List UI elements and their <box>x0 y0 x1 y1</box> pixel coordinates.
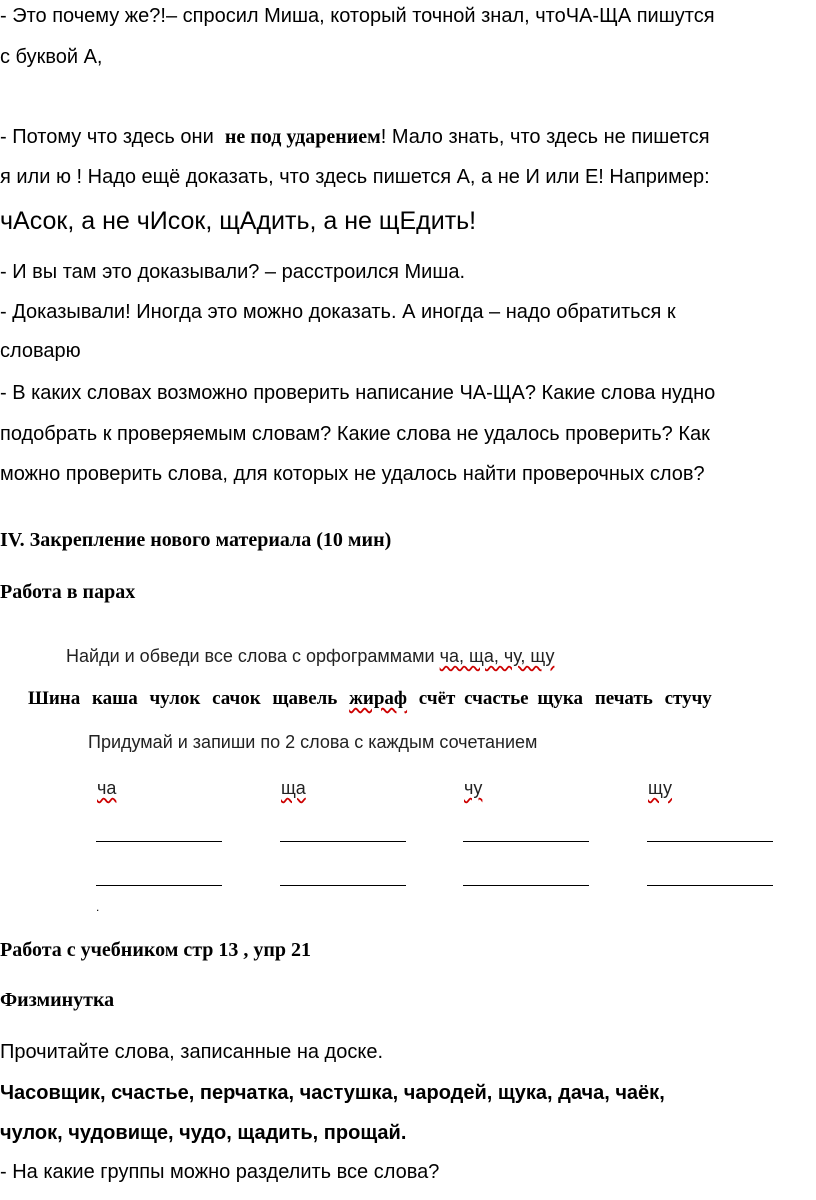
word-item: щавель <box>272 688 338 709</box>
column-cha: ча <box>97 778 117 798</box>
text-line-5: - И вы там это доказывали? – расстроился Миша. <box>0 261 466 283</box>
text-line-9: подобрать к проверяемым словам? Какие слова не удалось проверить? Как <box>0 423 710 445</box>
word-item: печать <box>594 688 653 709</box>
text-line-10: можно проверить слова, для которых не удалось найти проверочных слов? <box>0 463 705 485</box>
text-line-1: - Это почему же?!– спросил Миша, который точной знал, чтоЧА-ЩА пишутся <box>0 5 715 27</box>
answer-blank[interactable] <box>280 885 406 886</box>
text-line-2: с буквой А, <box>0 46 103 68</box>
answer-blank[interactable] <box>647 841 773 842</box>
read-words-instruction: Прочитайте слова, записанные на доске. <box>0 1041 384 1063</box>
word-item: сачок <box>212 688 261 709</box>
word-item: Шина <box>28 688 81 709</box>
word-item: каша <box>92 688 138 709</box>
question-line: - На какие группы можно разделить все слова? <box>0 1161 440 1183</box>
word-item: стучу <box>664 688 712 709</box>
emphasis-unstressed: не под ударением <box>224 126 381 148</box>
answer-blank[interactable] <box>647 885 773 886</box>
exercise-card <box>0 628 816 918</box>
column-shchu: щу <box>648 778 673 798</box>
text-line-8: - В каких словах возможно проверить написание ЧА-ЩА? Какие слова нудно <box>0 382 716 404</box>
word-item: чулок <box>149 688 201 709</box>
pair-work-heading: Работа в парах <box>0 581 136 603</box>
bold-word-list-2: чулок, чудовище, чудо, щадить, прощай. <box>0 1122 407 1144</box>
bold-word-list-1: Часовщик, счастье, перчатка, частушка, чародей, щука, дача, чаёк, <box>0 1082 665 1104</box>
exercise-task: Придумай и запиши по 2 слова с каждым сочетанием <box>88 732 538 752</box>
text-line-6: - Доказывали! Иногда это можно доказать. А иногда – надо обратиться к <box>0 301 676 323</box>
column-shcha: ща <box>281 778 306 798</box>
answer-blank[interactable] <box>96 841 222 842</box>
word-item: жираф <box>349 688 408 709</box>
word-item: счастье <box>464 688 529 709</box>
section-title: IV. Закрепление нового материала (10 мин) <box>0 529 392 551</box>
text-line-4: я или ю ! Надо ещё доказать, что здесь пишется А, а не И или Е! Например: <box>0 166 710 188</box>
column-chu: чу <box>464 778 483 798</box>
textbook-heading: Работа с учебником стр 13 , упр 21 <box>0 939 312 961</box>
exercise-instruction: Найди и обведи все слова с орфограммами ча, ща, чу, щу <box>66 646 555 666</box>
answer-blank[interactable] <box>96 885 222 886</box>
text-line-7: словарю <box>0 340 81 362</box>
word-item: щука <box>537 688 584 709</box>
word-item: счёт <box>418 688 456 709</box>
example-line: чАсок, а не чИсок, щАдить, а не щЕдить! <box>0 207 477 235</box>
answer-blank[interactable] <box>463 841 589 842</box>
answer-blank[interactable] <box>280 841 406 842</box>
fizminutka-heading: Физминутка <box>0 989 115 1011</box>
stray-dot: . <box>96 900 100 914</box>
answer-blank[interactable] <box>463 885 589 886</box>
text-line-3: - Потому что здесь они не под ударением! Мало знать, что здесь не пишется <box>0 126 710 148</box>
exercise-word-list <box>28 688 719 710</box>
